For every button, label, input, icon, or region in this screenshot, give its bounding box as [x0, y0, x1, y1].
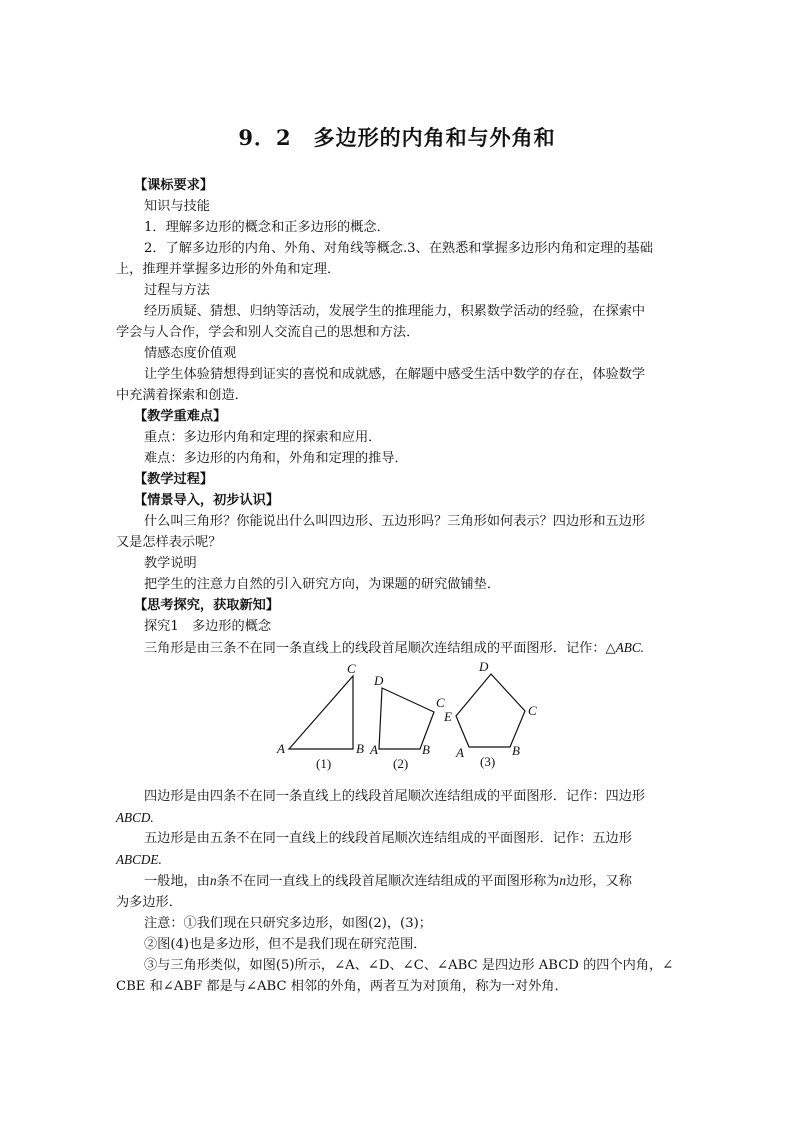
emotion-label: 情感态度价值观	[144, 346, 237, 361]
section-heading-key-points: 【教学重难点】	[134, 409, 227, 424]
pentagon-caption: (3)	[480, 754, 496, 769]
process-text-line-2: 学会与人合作，学会和别人交流自己的思想和方法．	[116, 325, 420, 340]
section-heading-curriculum: 【课标要求】	[134, 178, 214, 193]
process-text-line-1: 经历质疑、猜想、归纳等活动，发展学生的推理能力，积累数学活动的经验，在探索中	[144, 304, 646, 319]
pentagon-label-e: E	[444, 709, 452, 724]
emotion-text-line-2: 中充满着探索和创造．	[116, 388, 248, 403]
key-point: 重点：多边形内角和定理的探索和应用．	[144, 430, 382, 445]
polygon-diagram	[276, 659, 696, 786]
triangle-label-a: A	[277, 741, 285, 756]
triangle-definition: 三角形是由三条不在同一条直线上的线段首尾顺次连结组成的平面图形．记作：△ABC.	[144, 640, 644, 656]
quadrilateral-name: ABCD.	[116, 810, 154, 825]
quadrilateral-label-b: B	[422, 742, 430, 757]
emotion-text-line-1: 让学生体验猜想得到证实的喜悦和成就感，在解题中感受生活中数学的存在，体验数学	[144, 367, 646, 382]
note-1: 注意：①我们现在只研究多边形，如图(2)，(3)；	[144, 916, 432, 931]
knowledge-item-1: 1．理解多边形的概念和正多边形的概念．	[144, 220, 390, 235]
question-line-1: 什么叫三角形？你能说出什么叫四边形、五边形吗？三角形如何表示？四边形和五边形	[144, 514, 646, 529]
polygon-general-definition-line-2: 为多边形．	[116, 895, 182, 910]
note-2: ②图(4)也是多边形，但不是我们现在研究范围．	[144, 937, 427, 952]
knowledge-label: 知识与技能	[144, 199, 210, 214]
quadrilateral-shape	[379, 688, 434, 749]
quadrilateral-label-d: D	[374, 673, 384, 688]
triangle-label-b: B	[356, 741, 364, 756]
triangle-label-c: C	[347, 661, 356, 676]
quadrilateral-label-c: C	[436, 695, 445, 710]
pentagon-definition-line-1: 五边形是由五条不在同一直线上的线段首尾顺次连结组成的平面图形．记作：五边形	[144, 831, 632, 846]
polygon-general-definition: 一般地，由n条不在同一直线上的线段首尾顺次连结组成的平面图形称为n边形，又称	[144, 873, 632, 889]
subsection-heading-intro: 【情景导入，初步认识】	[134, 493, 280, 508]
difficult-point: 难点：多边形的内角和，外角和定理的推导．	[144, 451, 408, 466]
page-title: 9．2 多边形的内角和与外角和	[238, 125, 556, 150]
quadrilateral-label-a: A	[370, 742, 378, 757]
process-label: 过程与方法	[144, 283, 210, 298]
note-3-line-1: ③与三角形类似，如图(5)所示，∠A、∠D、∠C、∠ABC 是四边形 ABCD 的四个内角，∠	[144, 958, 674, 973]
document-body	[116, 175, 681, 997]
explain-text: 把学生的注意力自然的引入研究方向，为课题的研究做铺垫．	[144, 577, 501, 592]
knowledge-item-2-line-1: 2．了解多边形的内角、外角、对角线等概念.3、在熟悉和掌握多边形内角和定理的基础	[144, 241, 653, 256]
knowledge-item-2-line-2: 上，推理并掌握多边形的外角和定理．	[116, 262, 341, 277]
explore-1-heading: 探究1 多边形的概念	[144, 619, 272, 634]
note-3-line-2: CBE 和∠ABF 都是与∠ABC 相邻的外角，两者互为对顶角，称为一对外角．	[116, 979, 568, 994]
pentagon-label-b: B	[512, 743, 520, 758]
pentagon-label-c: C	[528, 703, 537, 718]
triangle-caption: (1)	[316, 756, 332, 771]
triangle-shape	[289, 676, 353, 749]
triangle-name: ABC.	[615, 640, 644, 655]
quadrilateral-definition-line-1: 四边形是由四条不在同一条直线上的线段首尾顺次连结组成的平面图形．记作：四边形	[144, 789, 646, 804]
question-line-2: 又是怎样表示呢？	[116, 535, 222, 550]
pentagon-name: ABCDE.	[116, 852, 162, 867]
polygon-figures	[116, 659, 681, 786]
pentagon-label-d: D	[479, 659, 489, 674]
pentagon-shape	[456, 674, 525, 747]
explain-label: 教学说明	[144, 556, 197, 571]
section-heading-process: 【教学过程】	[134, 472, 214, 487]
subsection-heading-explore: 【思考探究，获取新知】	[134, 598, 280, 613]
quadrilateral-caption: (2)	[393, 756, 409, 771]
pentagon-label-a: A	[456, 745, 464, 760]
